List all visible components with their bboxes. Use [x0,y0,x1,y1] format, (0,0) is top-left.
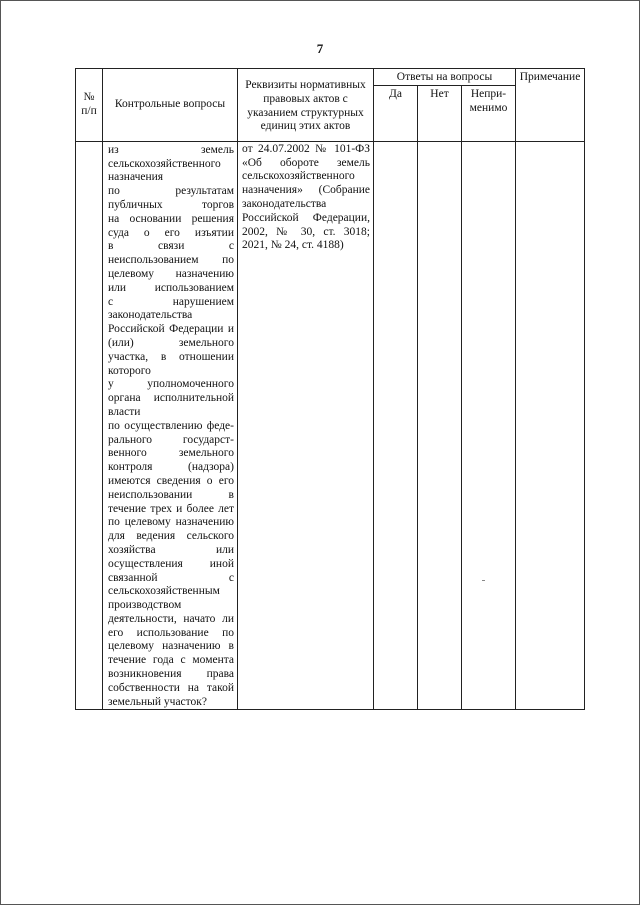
header-answer-na-line-1: Непри- [470,87,507,100]
question-text [103,142,237,710]
text-line: имеются сведения о его [108,474,234,487]
text-line: или использованием [108,281,234,294]
scan-artifact [482,580,485,581]
header-number-line-1: № [83,91,95,104]
text-line: участка, в отношении [108,350,234,363]
header-requisites-line: единиц этих актов [260,120,351,133]
header-requisites-line: указанием структурных [247,106,364,119]
text-line: Российской Федерации и [108,323,234,336]
text-line: на основании решения [108,212,234,225]
text-line: 2021, № 24, ст. 4188) [242,239,344,252]
text-line: сельскохозяйственного [108,157,221,170]
text-line: суда о его изъятии [108,226,234,239]
question-cell [103,141,238,710]
text-line: назначения [108,171,164,184]
text-line: производством [108,599,182,612]
text-line: для ведения сельского [108,530,234,543]
checklist-table [75,68,585,710]
text-line: законодательства [108,309,193,322]
text-line: деятельности, начато ли [108,612,234,625]
header-number-line-2: п/п [81,104,97,117]
header-answer-yes: Да [374,85,418,141]
header-note: Примечание [516,69,585,142]
text-line: связанной с [108,571,234,584]
text-line: целевому назначению в [108,640,234,653]
text-line: неиспользованием по [108,254,234,267]
text-line: (или) земельного [108,336,234,349]
text-line: сельскохозяйственным [108,585,220,598]
header-requisites-line: Реквизиты нормативных [245,79,366,91]
answer-not-applicable-cell[interactable] [462,141,516,710]
text-line: собственности на такой [108,681,234,694]
text-line: течение трех и более лет [108,502,234,515]
text-line: назначения» (Собрание [242,184,370,197]
requisites-text [238,142,373,253]
note-cell[interactable] [516,141,585,710]
page-number: 7 [316,41,324,56]
text-line: в связи с [108,240,234,253]
text-line: венного земельного [108,447,234,460]
text-line: неиспользовании в [108,488,234,501]
text-line: законодательства [242,197,327,210]
text-line: его использование по [108,626,234,639]
header-answer-na-line-2: менимо [469,101,508,114]
text-line: целевому назначению [108,267,234,280]
text-line: земельный участок? [108,695,207,708]
text-line: хозяйства или [108,543,234,556]
text-line: сельскохозяйственного [242,170,355,183]
text-line: которого [108,364,151,377]
text-line: по результатам [108,185,234,198]
text-line: публичных торгов [108,198,234,211]
text-line: течение года с момента [108,654,234,667]
text-line: возникновения права [108,668,234,681]
text-line: по целевому назначению [108,516,234,529]
answer-yes-cell[interactable] [374,141,418,710]
text-line: от 24.07.2002 № 101-ФЗ [242,142,370,155]
text-line: из земель [108,143,234,156]
header-answers: Ответы на вопросы [374,69,516,86]
table-row [76,141,585,710]
text-line: власти [108,405,141,418]
header-requisites-line: правовых актов с [263,92,348,105]
header-questions: Контрольные вопросы [103,69,238,142]
header-answer-no: Нет [418,85,462,141]
text-line: рального государст- [108,433,234,446]
text-line: осуществления иной [108,557,234,570]
text-line: с нарушением [108,295,234,308]
text-line: контроля (надзора) [108,461,234,474]
text-line: Российской Федерации, [242,211,370,224]
requisites-cell [238,141,374,710]
text-line: по осуществлению феде- [108,419,234,432]
text-line: органа исполнительной [108,392,234,405]
text-line: «Об обороте земель [242,156,370,169]
answer-no-cell[interactable] [418,141,462,710]
row-number-cell [76,141,103,710]
header-number [76,69,103,142]
text-line: 2002, № 30, ст. 3018; [242,225,370,238]
header-requisites [238,69,374,142]
text-line: у уполномоченного [108,378,234,391]
header-answer-not-applicable [462,85,516,141]
